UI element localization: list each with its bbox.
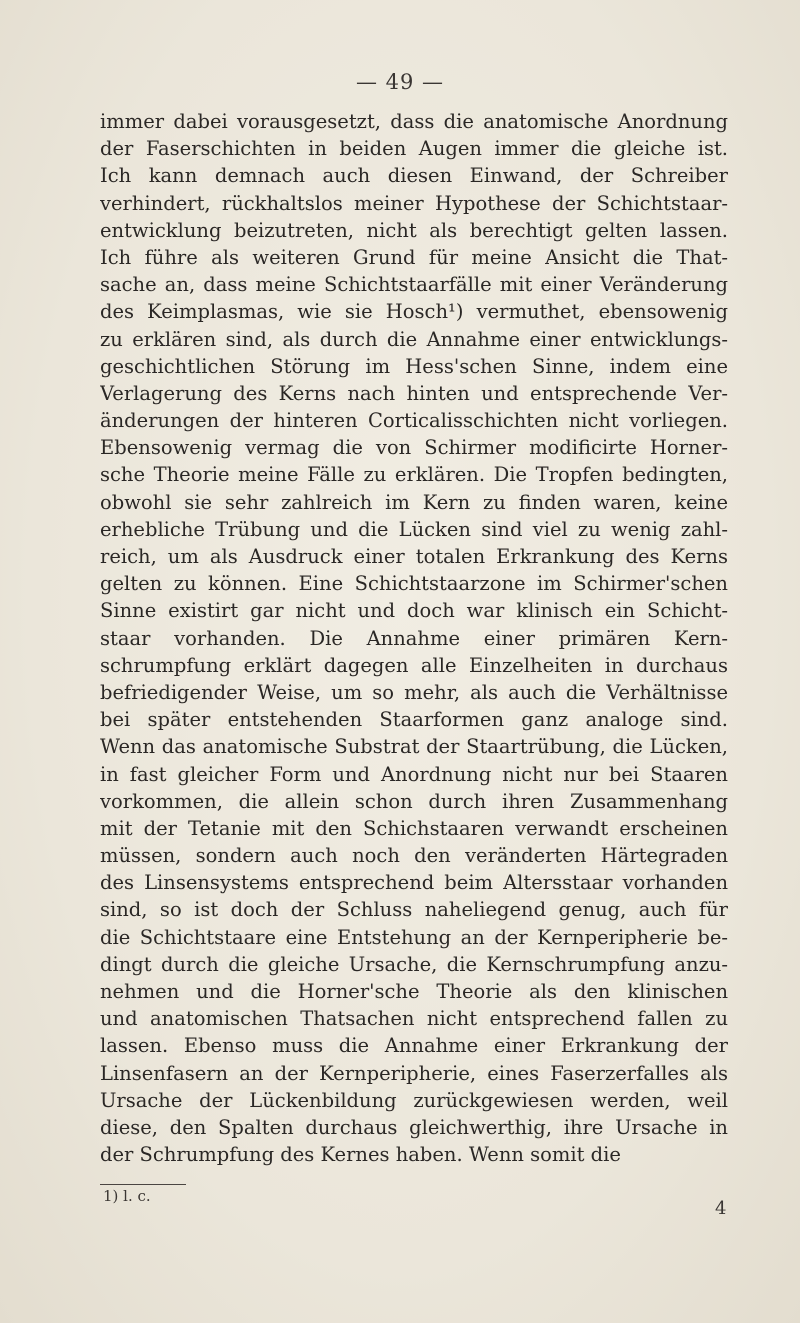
text-line: müssen, sondern auch noch den veränderten Härtegraden <box>100 844 728 868</box>
text-line: verhindert, rückhaltslos meiner Hypothese der Schichtstaar- <box>100 191 728 215</box>
text-line: der Schrumpfung des Kernes haben. Wenn somit die <box>100 1143 621 1167</box>
text-line: gelten zu können. Eine Schichtstaarzone im Schirmer'schen <box>100 572 728 596</box>
text-line: obwohl sie sehr zahlreich im Kern zu finden waren, keine <box>100 490 728 514</box>
text-line: Linsenfasern an der Kernperipherie, eines Faserzerfalles als <box>100 1061 728 1085</box>
text-line: und anatomischen Thatsachen nicht entsprechend fallen zu <box>100 1007 728 1031</box>
text-line: sche Theorie meine Fälle zu erklären. Die Tropfen bedingten, <box>100 463 728 487</box>
text-line: lassen. Ebenso muss die Annahme einer Erkrankung der <box>100 1034 728 1058</box>
text-line: Sinne existirt gar nicht und doch war klinisch ein Schicht- <box>100 599 728 623</box>
text-line: geschichtlichen Störung im Hess'schen Sinne, indem eine <box>100 354 728 378</box>
footnote-divider <box>100 1184 186 1185</box>
text-line: des Linsensystems entsprechend beim Altersstaar vorhanden <box>100 871 728 895</box>
text-line: befriedigender Weise, um so mehr, als auch die Verhältnisse <box>100 680 728 704</box>
body-text <box>100 108 728 1168</box>
text-line: Ich führe als weiteren Grund für meine Ansicht die That- <box>100 245 728 269</box>
text-line: immer dabei vorausgesetzt, dass die anatomische Anordnung <box>100 110 728 133</box>
text-line: staar vorhanden. Die Annahme einer primären Kern- <box>100 626 728 650</box>
text-line: Ebensowenig vermag die von Schirmer modificirte Horner- <box>100 436 728 460</box>
text-line: schrumpfung erklärt dagegen alle Einzelheiten in durchaus <box>100 653 728 677</box>
text-line: reich, um als Ausdruck einer totalen Erkrankung des Kerns <box>100 545 728 568</box>
text-line: mit der Tetanie mit den Schichstaaren verwandt erscheinen <box>100 816 728 840</box>
text-line: Ursache der Lückenbildung zurückgewiesen werden, weil <box>100 1088 728 1112</box>
text-line: der Faserschichten in beiden Augen immer die gleiche ist. <box>100 137 728 161</box>
text-line: Verlagerung des Kerns nach hinten und entsprechende Ver- <box>100 381 728 405</box>
text-line: Wenn das anatomische Substrat der Staartrübung, die Lücken, <box>100 735 728 759</box>
text-line: vorkommen, die allein schon durch ihren Zusammenhang <box>100 789 728 813</box>
page-number: — 49 — <box>355 70 445 94</box>
text-line: dingt durch die gleiche Ursache, die Kernschrumpfung anzu- <box>100 952 728 976</box>
text-line: sache an, dass meine Schichtstaarfälle mit einer Veränderung <box>100 273 728 297</box>
text-line: erhebliche Trübung und die Lücken sind viel zu wenig zahl- <box>100 517 728 541</box>
text-line: sind, so ist doch der Schluss naheliegend genug, auch für <box>100 898 728 922</box>
text-line: Ich kann demnach auch diesen Einwand, der Schreiber <box>100 164 728 188</box>
text-line: zu erklären sind, als durch die Annahme einer entwicklungs- <box>100 327 728 351</box>
text-line: bei später entstehenden Staarformen ganz analoge sind. <box>100 708 728 732</box>
text-line: änderungen der hinteren Corticalisschichten nicht vorliegen. <box>100 409 728 433</box>
text-line: des Keimplasmas, wie sie Hosch¹) vermuthet, ebensowenig <box>100 300 728 324</box>
text-line: entwicklung beizutreten, nicht als berechtigt gelten lassen. <box>100 218 728 242</box>
text-line: die Schichtstaare eine Entstehung an der Kernperipherie be- <box>100 925 728 949</box>
signature-mark: 4 <box>715 1198 727 1219</box>
text-line: in fast gleicher Form und Anordnung nicht nur bei Staaren <box>100 762 728 786</box>
text-line: diese, den Spalten durchaus gleichwerthig, ihre Ursache in <box>100 1115 728 1139</box>
footnote: 1) l. c. <box>103 1187 151 1205</box>
text-line: nehmen und die Horner'sche Theorie als den klinischen <box>100 980 728 1003</box>
